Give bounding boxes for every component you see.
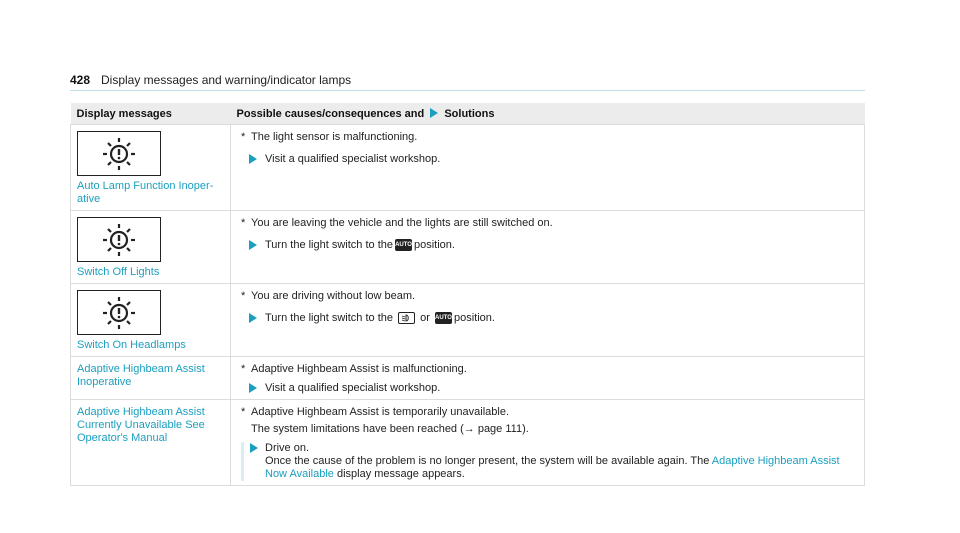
light-warning-icon [77, 131, 161, 176]
highbeam-available-link[interactable]: Adaptive Highbeam Assist Now Available [265, 455, 840, 480]
light-warning-icon [77, 217, 161, 262]
solution-step: Visit a qualified specialist workshop. [241, 382, 856, 395]
col-header-display-messages: Display messages [71, 103, 231, 125]
solution-arrow-icon [249, 154, 257, 164]
cause-text: * You are leaving the vehicle and the lights are still switched on. [241, 217, 553, 229]
solution-arrow-icon [249, 383, 257, 393]
solution-step: Visit a qualified specialist workshop. [241, 153, 856, 166]
message-highbeam-unavailable[interactable]: Adaptive Highbeam Assist Currently Unavailable See Operator's Manual [77, 406, 205, 444]
col-header-causes-solutions: Possible causes/consequences and Solutions [231, 103, 865, 125]
page-title: Display messages and warning/indicator lamps [101, 73, 352, 87]
cause-text: * The light sensor is malfunctioning. [241, 131, 418, 143]
message-switch-on-headlamps[interactable]: Switch On Headlamps [77, 339, 186, 351]
table-row [71, 400, 865, 486]
cause-text: * You are driving without low beam. [241, 290, 416, 302]
low-beam-icon [398, 312, 415, 324]
solution-arrow-icon [430, 108, 438, 118]
message-switch-off-lights[interactable]: Switch Off Lights [77, 266, 160, 278]
light-warning-icon [77, 290, 161, 335]
solution-step: Turn the light switch to the AUTO position. [241, 239, 856, 252]
solution-arrow-icon [249, 313, 257, 323]
solution-step: Drive on. Once the cause of the problem is no longer present, the system will be available again. The Adaptive Highbeam Assist Now Available display message appears. [241, 442, 856, 481]
page-number: 428 [70, 73, 91, 87]
cause-text: * Adaptive Highbeam Assist is temporarily unavailable. [241, 406, 510, 418]
table-header-row [71, 103, 865, 125]
table-row [71, 125, 865, 211]
cause-text: * Adaptive Highbeam Assist is malfunctioning. [241, 363, 467, 375]
table-row [71, 211, 865, 284]
message-highbeam-inoperative[interactable]: Adaptive Highbeam Assist Inoperative [77, 363, 205, 388]
auto-key-icon: AUTO [435, 312, 452, 324]
table-row [71, 357, 865, 400]
table-row [71, 284, 865, 357]
message-auto-lamp[interactable]: Auto Lamp Function Inoper- ative [77, 180, 214, 205]
solution-arrow-icon [249, 240, 257, 250]
page-header [70, 70, 865, 91]
solution-arrow-icon [250, 443, 258, 453]
solution-step: Turn the light switch to the or AUTO position. [241, 312, 856, 325]
display-messages-table [70, 103, 865, 486]
auto-key-icon: AUTO [395, 239, 412, 251]
cause-detail: The system limitations have been reached (→ page 111). [251, 423, 529, 435]
